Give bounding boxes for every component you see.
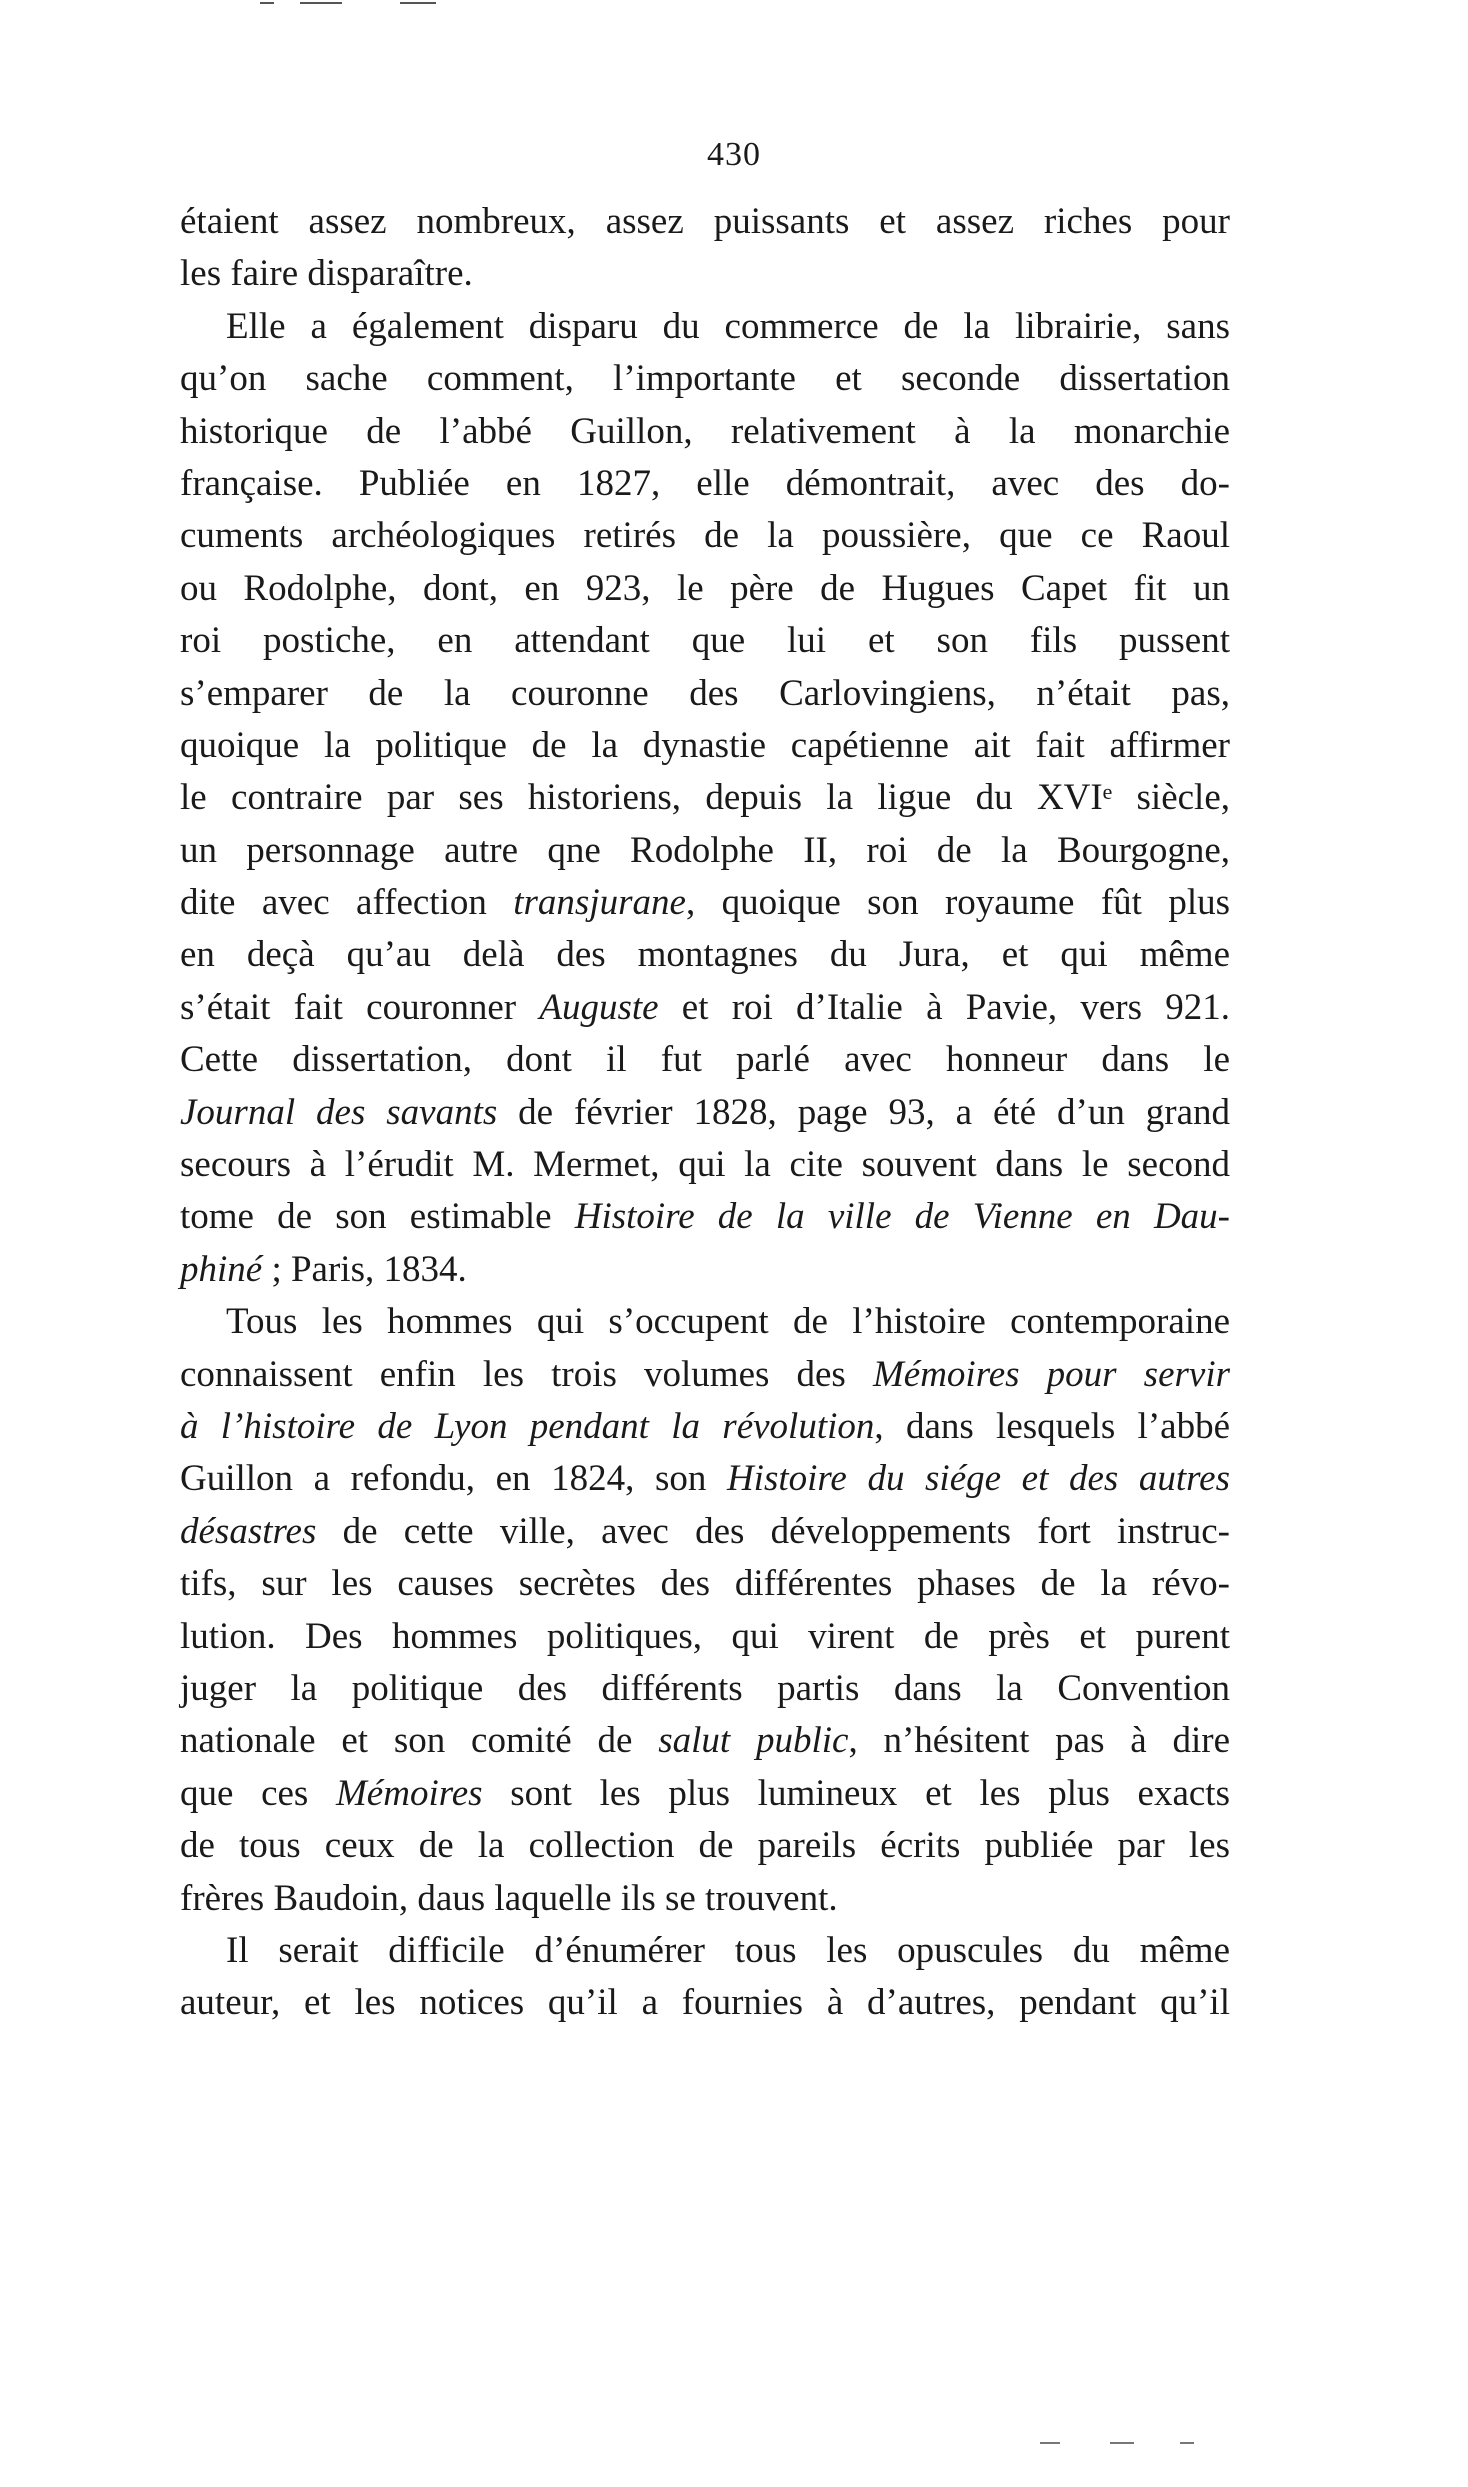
text-line [180, 1873, 1230, 1925]
text-line [180, 1820, 1230, 1872]
body-text [180, 196, 1230, 2030]
bottom-scan-marks [1040, 2440, 1220, 2446]
italic-text: Mémoires [335, 1772, 483, 1814]
text-segment: étaient assez nombreux, assez puissants et assez riches pour [180, 201, 1230, 242]
text-line [180, 1663, 1230, 1715]
text-line [180, 615, 1230, 667]
text-segment: le contraire par ses historiens, depuis la ligue du XVIᵉ siècle, [180, 777, 1230, 819]
italic-text: phiné [180, 1248, 263, 1290]
text-segment: en deçà qu’au delà des montagnes du Jura, et qui même [180, 934, 1230, 976]
text-line [180, 929, 1230, 981]
top-scan-marks [260, 0, 440, 6]
text-segment: de février 1828, page 93, a été d’un grand [497, 1091, 1230, 1133]
text-line [180, 406, 1230, 458]
italic-text: Mémoires pour servir [872, 1353, 1231, 1395]
italic-text: salut public [658, 1720, 849, 1762]
text-segment: secours à l’érudit M. Mermet, qui la cite souvent dans le second [180, 1144, 1230, 1186]
text-segment: tome de son estimable [180, 1196, 575, 1238]
text-segment: cuments archéologiques retirés de la poussière, que ce Raoul [180, 515, 1230, 557]
text-line [180, 668, 1230, 720]
italic-text: Histoire de la ville de Vienne en Dau- [574, 1196, 1230, 1238]
text-segment: française. Publiée en 1827, elle démontrait, avec des do- [180, 462, 1230, 504]
text-segment: s’était fait couronner [180, 986, 540, 1028]
italic-text: transjurane [513, 882, 686, 924]
text-line [180, 1296, 1230, 1348]
text-line [180, 1244, 1230, 1296]
text-line [180, 510, 1230, 562]
text-line [180, 1558, 1230, 1610]
text-line [180, 982, 1230, 1034]
page-number: 430 [707, 136, 761, 173]
text-segment: auteur, et les notices qu’il a fournies à d’autres, pendant qu’il [180, 1982, 1230, 2024]
text-segment: qu’on sache comment, l’importante et seconde dissertation [180, 358, 1230, 400]
text-segment: ; Paris, 1834. [262, 1248, 467, 1290]
text-line [180, 1349, 1230, 1401]
text-segment: nationale et son comité de [180, 1720, 659, 1762]
text-segment: connaissent enfin les trois volumes des [180, 1353, 873, 1395]
text-segment: un personnage autre qne Rodolphe II, roi de la Bourgogne, [180, 829, 1230, 871]
text-segment: lution. Des hommes politiques, qui virent de près et purent [180, 1615, 1230, 1657]
text-segment: s’emparer de la couronne des Carlovingiens, n’était pas, [180, 672, 1230, 714]
text-segment: les faire disparaître. [180, 253, 473, 295]
text-line [180, 353, 1230, 405]
text-line [180, 877, 1230, 929]
text-line [180, 1977, 1230, 2029]
text-segment: quoique la politique de la dynastie capétienne ait fait affirmer [180, 724, 1230, 766]
text-segment: Tous les hommes qui s’occupent de l’histoire contemporaine [226, 1301, 1230, 1343]
text-segment: , n’hésitent pas à dire [848, 1720, 1230, 1762]
text-segment: que ces [180, 1772, 336, 1814]
italic-text: Journal des savants [180, 1091, 498, 1133]
text-segment: Elle a également disparu du commerce de la librairie, sans [226, 305, 1230, 347]
italic-text: Histoire du siége et des autres [726, 1458, 1230, 1500]
text-line [180, 1925, 1230, 1977]
text-line [180, 1034, 1230, 1086]
text-segment: Il serait difficile d’énumérer tous les opuscules du même [226, 1929, 1230, 1971]
text-line [180, 196, 1230, 248]
text-line [180, 1715, 1230, 1767]
text-line [180, 1611, 1230, 1663]
text-line [180, 1453, 1230, 1505]
italic-text: désastres [180, 1510, 317, 1552]
text-segment: historique de l’abbé Guillon, relativement à la monarchie [180, 410, 1230, 452]
text-line [180, 458, 1230, 510]
text-segment: dite avec affection [180, 882, 514, 924]
text-segment: roi postiche, en attendant que lui et son fils pussent [180, 620, 1230, 662]
text-line [180, 825, 1230, 877]
text-segment: Cette dissertation, dont il fut parlé avec honneur dans le [180, 1039, 1230, 1081]
text-segment: et roi d’Italie à Pavie, vers 921. [658, 986, 1230, 1028]
text-line [180, 1139, 1230, 1191]
italic-text: Auguste [539, 986, 659, 1028]
text-line [180, 1087, 1230, 1139]
text-segment: , dans lesquels l’abbé [874, 1405, 1230, 1447]
text-line [180, 1191, 1230, 1243]
text-line [180, 301, 1230, 353]
text-segment: tifs, sur les causes secrètes des différentes phases de la révo- [180, 1563, 1230, 1605]
text-segment: frères Baudoin, daus laquelle ils se trouvent. [180, 1877, 838, 1919]
text-segment: de cette ville, avec des développements fort instruc- [316, 1510, 1230, 1552]
text-segment: ou Rodolphe, dont, en 923, le père de Hugues Capet fit un [180, 567, 1230, 609]
italic-text: à l’histoire de Lyon pendant la révolution [180, 1405, 875, 1447]
text-segment: de tous ceux de la collection de pareils écrits publiée par les [180, 1825, 1230, 1867]
text-segment: sont les plus lumineux et les plus exacts [482, 1772, 1230, 1814]
text-line [180, 1401, 1230, 1453]
text-line [180, 720, 1230, 772]
text-line [180, 563, 1230, 615]
text-line [180, 772, 1230, 824]
text-line [180, 248, 1230, 300]
text-line [180, 1768, 1230, 1820]
text-segment: Guillon a refondu, en 1824, son [180, 1458, 727, 1500]
text-segment: , quoique son royaume fût plus [685, 882, 1230, 924]
text-line [180, 1506, 1230, 1558]
text-segment: juger la politique des différents partis dans la Convention [180, 1667, 1230, 1709]
